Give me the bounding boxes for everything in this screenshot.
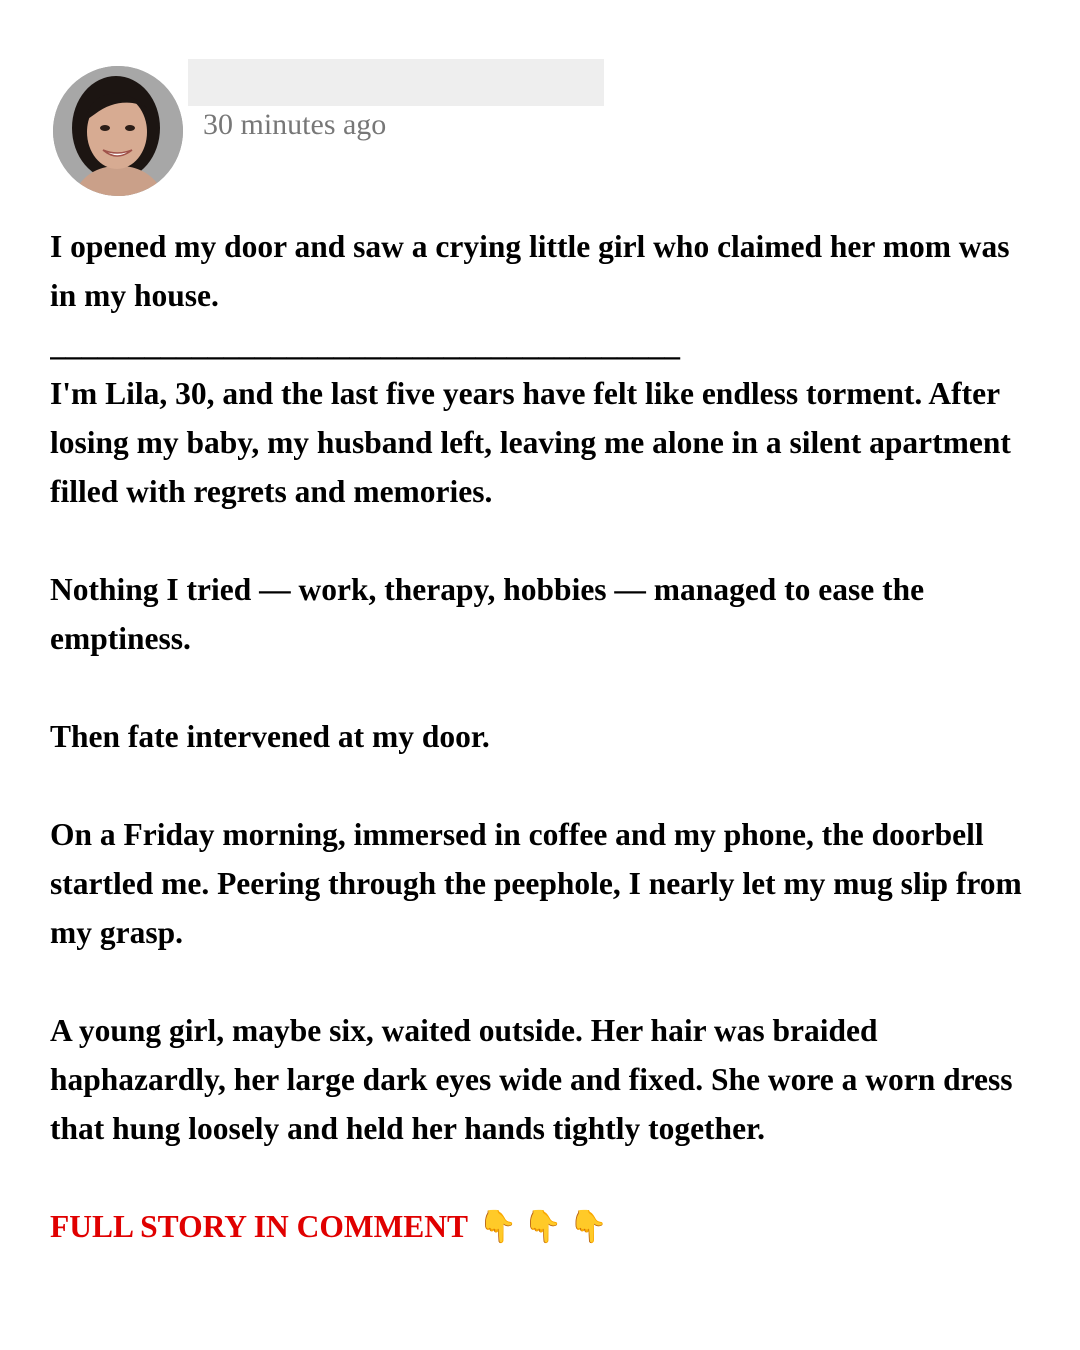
divider-line: ________________________________________ <box>50 327 680 362</box>
pointing-down-hands-icon: 👇👇👇 <box>478 1209 614 1244</box>
story-paragraph: On a Friday morning, immersed in coffee and my phone, the doorbell startled me. Peering through the peephole, I nearly let my mug slip from my grasp. <box>50 817 1022 950</box>
post-timestamp[interactable]: 30 minutes ago <box>203 108 387 141</box>
cta-text[interactable]: FULL STORY IN COMMENT <box>50 1209 469 1244</box>
author-name-placeholder[interactable] <box>188 59 604 106</box>
woman-portrait-avatar-icon <box>53 66 183 196</box>
post-body <box>50 222 1040 1251</box>
avatar[interactable] <box>53 66 183 196</box>
story-paragraph: I'm Lila, 30, and the last five years have felt like endless torment. After losing my baby, my husband left, leaving me alone in a silent apartment filled with regrets and memories. <box>50 376 1011 509</box>
story-paragraph: A young girl, maybe six, waited outside. Her hair was braided haphazardly, her large dark eyes wide and fixed. She wore a worn dress that hung loosely and held her hands tightly together. <box>50 1013 1013 1146</box>
post-title: I opened my door and saw a crying little girl who claimed her mom was in my house. <box>50 229 1010 313</box>
post-header <box>53 59 613 199</box>
full-story-callout[interactable] <box>50 1202 1040 1251</box>
story-paragraph: Nothing I tried — work, therapy, hobbies — managed to ease the emptiness. <box>50 572 925 656</box>
story-paragraph: Then fate intervened at my door. <box>50 719 490 754</box>
